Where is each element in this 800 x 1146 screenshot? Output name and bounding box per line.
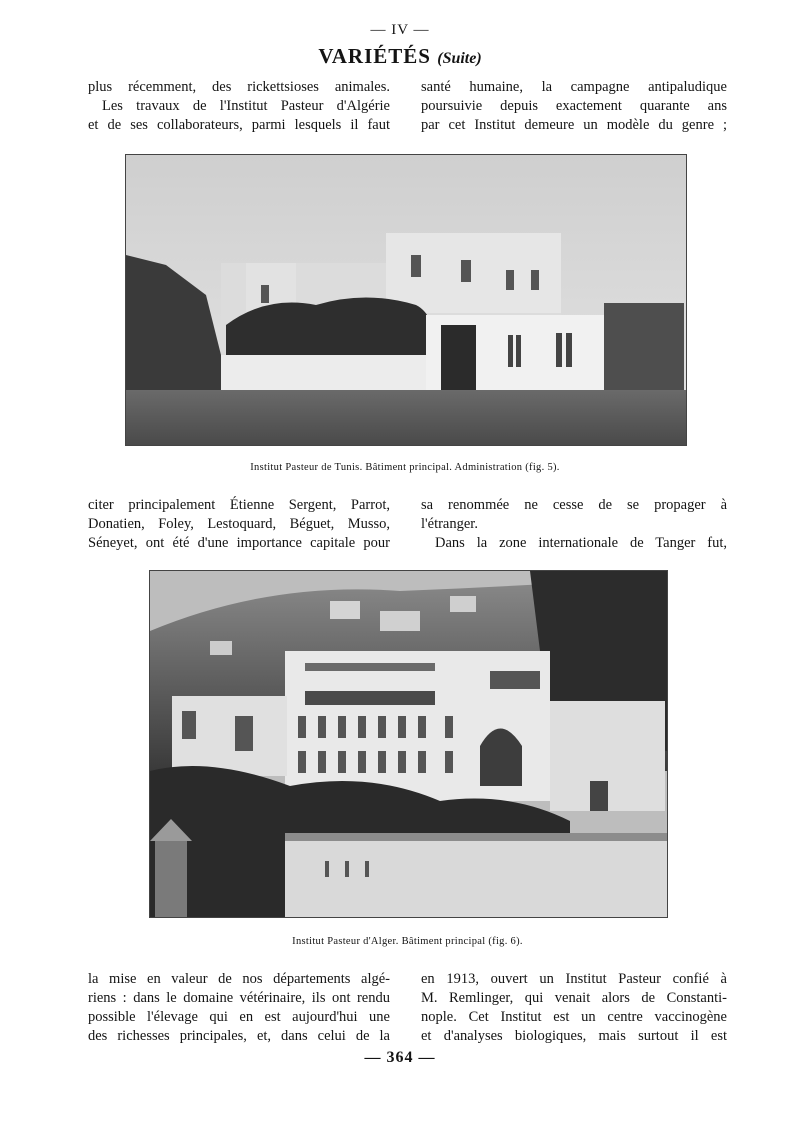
text-line: Dans la zone internationale de Tanger fut, [435, 535, 727, 551]
title-text: VARIÉTÉS [318, 44, 431, 68]
photo-tunis-illustration [126, 155, 686, 445]
text-line: possible l'élevage qui en est aujourd'hui une [88, 1009, 390, 1025]
text-line: nople. Cet Institut est un centre vaccinogène [421, 1009, 727, 1025]
figure-caption-alger: Institut Pasteur d'Alger. Bâtiment principal (fig. 6). [292, 936, 523, 947]
text-column-right-2 [421, 496, 727, 553]
text-line: des richesses principales, et, dans celui de la [88, 1028, 390, 1044]
text-line: santé humaine, la campagne antipaludique [421, 79, 727, 95]
text-line: et de ses collaborateurs, parmi lesquels il faut [88, 117, 390, 133]
text-column-right-3 [421, 970, 727, 1046]
text-line: sa renommée ne cesse de se propager à [421, 497, 727, 513]
text-line: plus récemment, des rickettsioses animales. [88, 79, 390, 95]
title-suffix: (Suite) [437, 50, 482, 67]
text-line: citer principalement Étienne Sergent, Parrot, [88, 497, 390, 513]
text-column-left-1 [88, 78, 390, 135]
text-line: la mise en valeur de nos départements algé- [88, 971, 390, 987]
roman-page-number: — IV — [370, 22, 430, 38]
section-title [0, 44, 800, 69]
text-line: riens : dans le domaine vétérinaire, ils ont rendu [88, 990, 390, 1006]
text-line: Les travaux de l'Institut Pasteur d'Algérie [102, 98, 390, 114]
photo-alger-illustration [150, 571, 667, 917]
text-line: l'étranger. [421, 516, 478, 532]
text-line: en 1913, ouvert un Institut Pasteur confié à [421, 971, 727, 987]
text-column-right-1 [421, 78, 727, 135]
text-line: Séneyet, ont été d'une importance capitale pour [88, 535, 390, 551]
text-column-left-3 [88, 970, 390, 1046]
text-column-left-2 [88, 496, 390, 553]
photo-institut-alger [149, 570, 668, 918]
text-line: par cet Institut demeure un modèle du genre ; [421, 117, 727, 133]
page-number: — 364 — [364, 1049, 436, 1066]
figure-caption-tunis: Institut Pasteur de Tunis. Bâtiment principal. Administration (fig. 5). [250, 462, 560, 473]
text-line: poursuivie depuis exactement quarante ans [421, 98, 727, 114]
text-line: et d'analyses biologiques, mais surtout il est [421, 1028, 727, 1044]
text-line: Donatien, Foley, Lestoquard, Béguet, Musso, [88, 516, 390, 532]
text-line: M. Remlinger, qui venait alors de Constanti- [421, 990, 727, 1006]
photo-institut-tunis [125, 154, 687, 446]
